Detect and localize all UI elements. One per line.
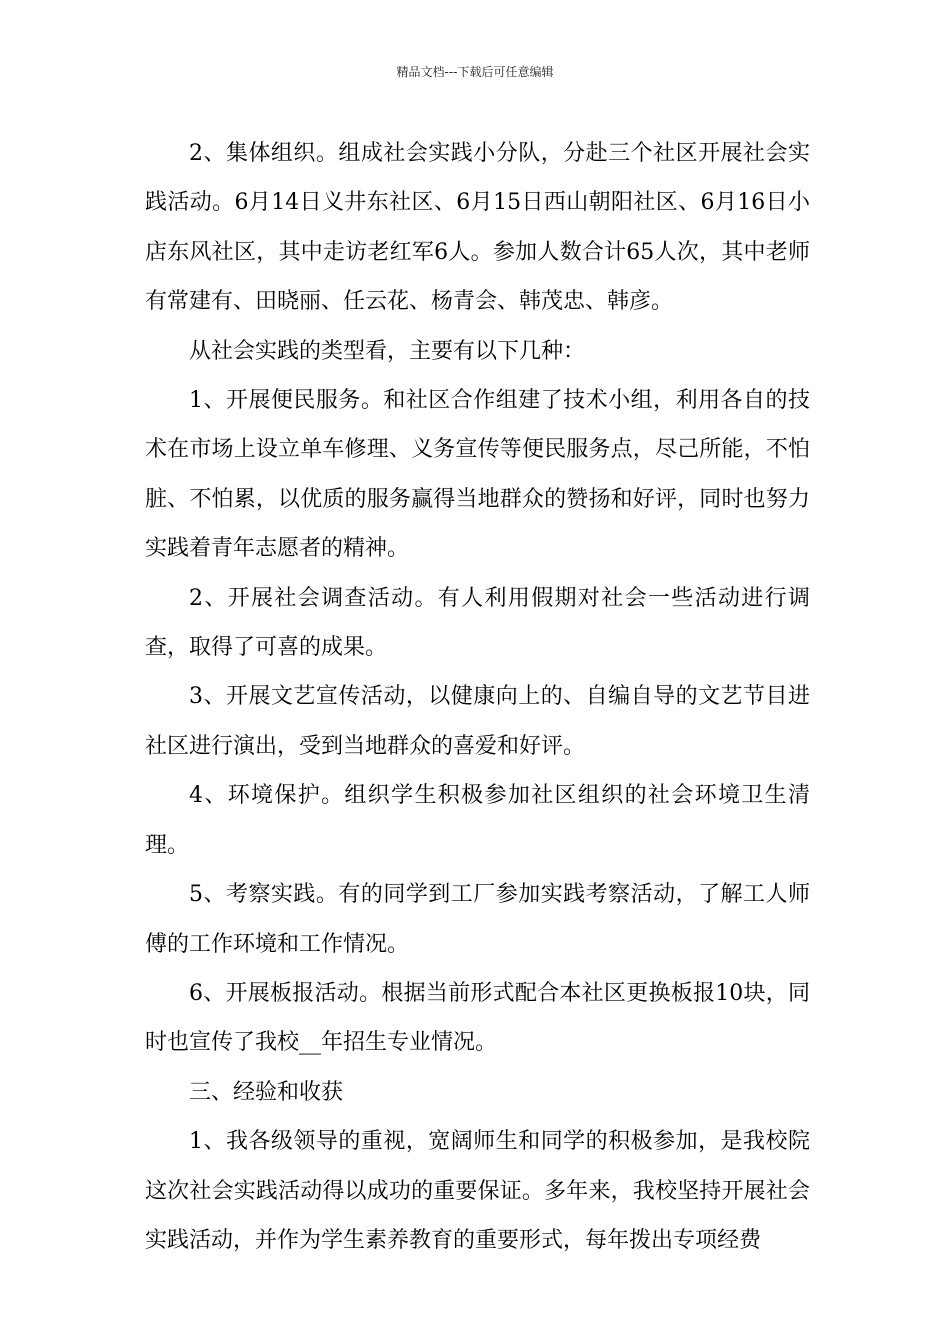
paragraph-7: 5、考察实践。有的同学到工厂参加实践考察活动，了解工人师傅的工作环境和工作情况。 [145,882,810,957]
paragraph-10: 1、我各级领导的重视，宽阔师生和同学的积极参加，是我校院这次社会实践活动得以成功的重要保证。多年来，我校坚持开展社会实践活动，并作为学生素养教育的重要形式，每年拨出专项经费 [145,1129,810,1253]
paragraph-2: 从社会实践的类型看，主要有以下几种： [189,338,586,364]
paragraph-8: 6、开展板报活动。根据当前形式配合本社区更换板报10块，同时也宣传了我校__年招生专业情况。 [145,980,810,1056]
paragraph-1: 2、集体组织。组成社会实践小分队，分赴三个社区开展社会实践活动。6月14日义井东社区、6月15日西山朝阳社区、6月16日小店东风社区，其中走访老红军6人。参加人数合计65人次，其中老师有常建有、田晓丽、任云花、杨青会、韩茂忠、韩彦。 [145,141,810,315]
paragraph-6: 4、环境保护。组织学生积极参加社区组织的社会环境卫生清理。 [145,783,810,858]
section-heading: 三、经验和收获 [189,1079,344,1105]
paragraph-4: 2、开展社会调查活动。有人利用假期对社会一些活动进行调查，取得了可喜的成果。 [145,585,810,661]
paragraph-5: 3、开展文艺宣传活动，以健康向上的、自编自导的文艺节目进社区进行演出，受到当地群众的喜爱和好评。 [145,684,810,759]
paragraph-3: 1、开展便民服务。和社区合作组建了技术小组，利用各自的技术在市场上设立单车修理、义务宣传等便民服务点，尽己所能，不怕脏、不怕累，以优质的服务赢得当地群众的赞扬和好评，同时也努力实践着青年志愿者的精神。 [145,388,810,562]
document-body [145,129,810,1265]
page-header: 精品文档---下载后可任意编辑 [396,65,554,79]
